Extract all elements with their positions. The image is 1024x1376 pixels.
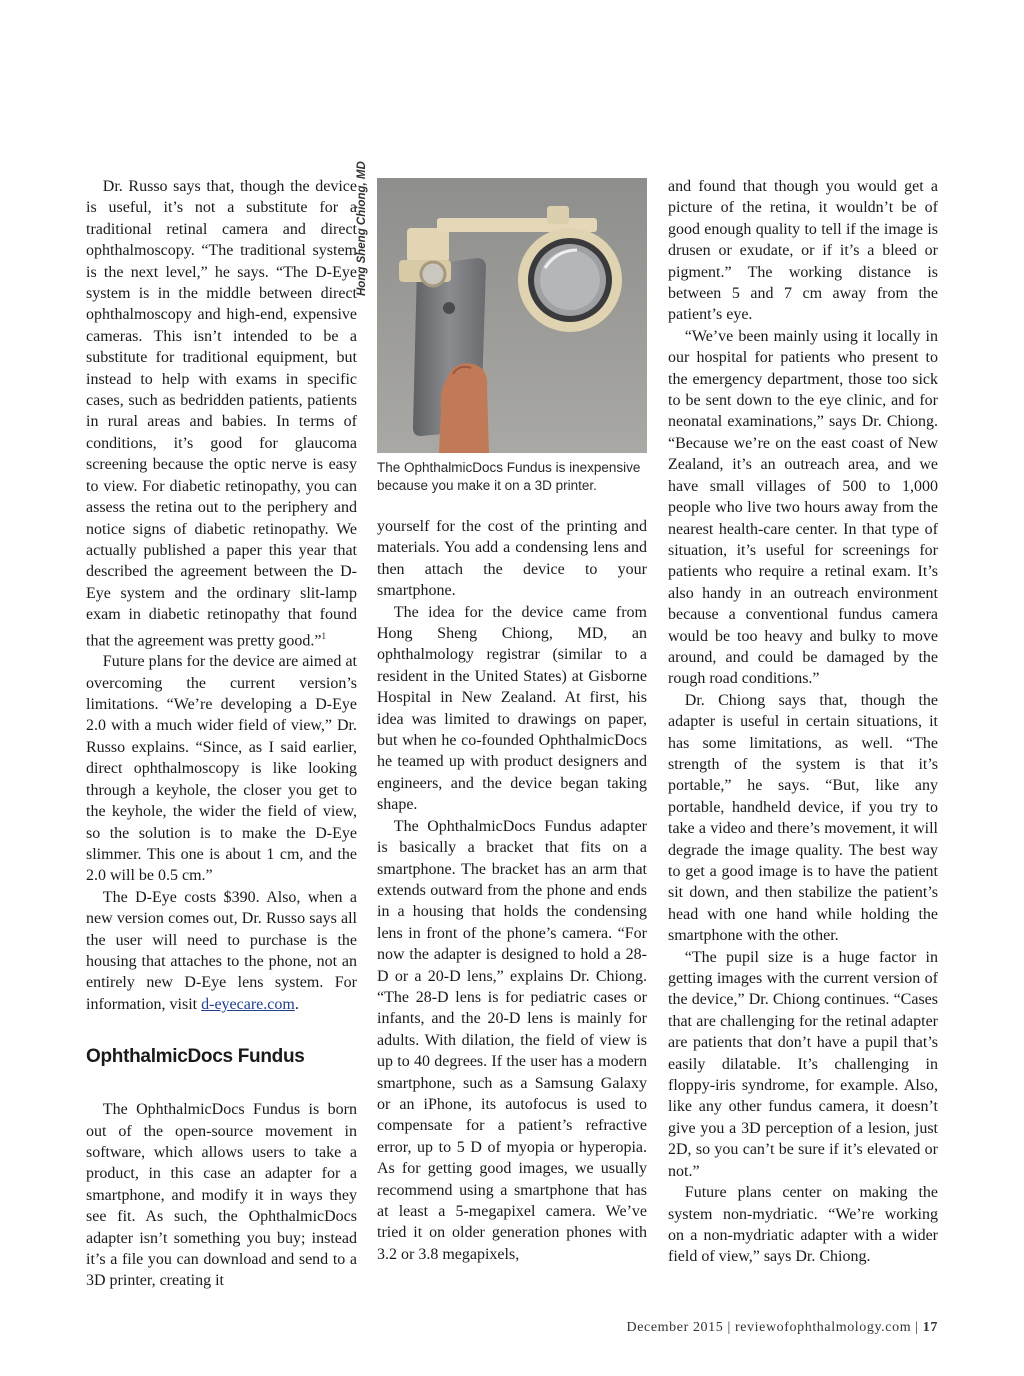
paragraph: “We’ve been mainly using it locally in our hospital for patients who present to the emergency department, those too sick to be sent down to the eye clinic, and for neonatal examinations,” says Dr. Chiong. “Because we’re on the east coast of New Zealand, it’s an outreach area, and we have small villages of 500 to 1,000 people who live two hours away from the nearest health-care center. In that type of situation, it’s useful for screenings for patients who require a retinal exam. It’s also handy in an outreach environment because a conventional fundus camera would be too heavy and bulky to move around, and could be damaged by the rough road conditions.” (668, 327, 938, 688)
paragraph: The D-Eye costs $390. Also, when a new version comes out, Dr. Russo says all the user will need to purchase is the housing that attaches to the phone, not an entirely new D-Eye lens system. For information, visit d-eyecare.com. (86, 888, 357, 1013)
paragraph: The OphthalmicDocs Fundus adapter is basically a bracket that fits on a smartphone. The bracket has an arm that extends outward from the phone and ends in a housing that holds the condensing lens in front of the phone’s camera. “For now the adapter is designed to hold a 28-D or a 20-D lens,” explains Dr. Chiong. “The 28-D lens is for pediatric cases or infants, and the 20-D lens is mainly for adults. With dilation, the field of view is up to 40 degrees. If the user has a modern smartphone, such as a Samsung Galaxy or an iPhone, its autofocus is used to compensate for a patient’s refractive error, up to 5 D of myopia or hyperopia. As for getting good images, we usually recommend using a smartphone that has at least a 5-megapixel camera. We’ve tried it on older generation phones with 3.2 or 3.8 megapixels, (377, 817, 647, 1263)
reference-superscript: 1 (321, 630, 326, 641)
paragraph: and found that though you would get a picture of the retina, it wouldn’t be of good enough quality to tell if the image is drusen or exudate, or if it’s a bleed or pigment.” The working distance is between 5 and 7 cm away from the patient’s eye. (668, 178, 938, 324)
footer-separator: | (911, 1320, 923, 1335)
section-subheading: OphthalmicDocs Fundus (86, 1046, 305, 1068)
paragraph: Dr. Chiong says that, though the adapter is useful in certain situations, it has some limitations, as well. “The strength of the system is that it’s portable,” he says. “But, like any portable, handheld device, if you try to take a video and there’s movement, it will degrade the image quality. The best way to get a good image is to have the patient sit down, and then stabilize the patient’s head with one hand while holding the smartphone with the other. (668, 691, 938, 945)
photo-credit: Hong Sheng Chiong, MD (356, 161, 368, 296)
paragraph: Future plans for the device are aimed at overcoming the current version’s limitations. “We’re developing a D-Eye 2.0 with a much wider field of view,” Dr. Russo explains. “Since, as I said earlier, direct ophthalmoscopy is like looking through a keyhole, the closer you get to the keyhole, the wider the field of view, so the solution is to make the D-Eye slimmer. This one is about 1 cm, and the 2.0 will be 0.5 cm.” (86, 653, 357, 885)
page-footer (560, 1320, 938, 1336)
device-photo (377, 178, 647, 453)
paragraph: Dr. Russo says that, though the device is useful, it’s not a substitute for a traditional retinal camera and direct ophthalmoscopy. “The traditional system is the next level,” he says. “The D-Eye system is in the middle between direct ophthalmoscopy and high-end, expensive cameras. This isn’t intended to be a substitute for traditional equipment, but instead to help with exams in specific cases, such as bedridden patients, patients in rural areas and babies. In terms of conditions, it’s good for glaucoma screening because the optic nerve is easy to view. For diabetic retinopathy, you can assess the retina out to the periphery and notice signs of diabetic retinopathy. We actually published a paper this year that described the agreement between the D-Eye system and the ordinary slit-lamp exam in diabetic retinopathy that found that the agreement was pretty good.”$^1$ (86, 178, 357, 649)
paragraph: The idea for the device came from Hong Sheng Chiong, MD, an ophthalmology registrar (similar to a resident in the United States) at Gisborne Hospital in New Zealand. At first, his idea was limited to drawings on paper, but when he co-founded OphthalmicDocs he teamed up with product designers and engineers, and the device began taking shape. (377, 603, 647, 814)
issue-date: December 2015 (626, 1320, 724, 1335)
paragraph: “The pupil size is a huge factor in getting images with the current version of the device,” Dr. Chiong continues. “Cases that are challenging for the retinal adapter are patients that don’t have a pupil that’s easily dilatable. It’s challenging in floppy-iris syndrome, for example. Also, like any other fundus camera, it doesn’t give you a 3D perception of a lesion, just 2D, so you can’t be sure if it’s elevated or not.” (668, 948, 938, 1180)
d-eyecare-link[interactable]: d-eyecare.com (201, 995, 295, 1013)
paragraph: The OphthalmicDocs Fundus is born out of the open-source movement in software, which allows users to take a product, in this case an adapter for a smartphone, and modify it in ways they see fit. As such, the OphthalmicDocs adapter isn’t something you buy; instead it’s a file you can download and send to a 3D printer, creating it (86, 1101, 357, 1290)
smartphone-adapter-illustration (377, 178, 647, 453)
middle-column (377, 516, 647, 1265)
right-column (668, 176, 938, 1268)
figure-caption: The OphthalmicDocs Fundus is inexpensive because you make it on a 3D printer. (377, 460, 641, 493)
page-number: 17 (922, 1320, 938, 1335)
paragraph: yourself for the cost of the printing and materials. You add a condensing lens and then attach the device to your smartphone. (377, 518, 647, 600)
paragraph: Future plans center on making the system non-mydriatic. “We’re working on a non-mydriatic adapter with a wider field of view,” says Dr. Chiong. (668, 1184, 938, 1266)
footer-separator: | (723, 1320, 735, 1335)
left-column (86, 176, 357, 1292)
website: reviewofophthalmology.com (734, 1320, 912, 1335)
